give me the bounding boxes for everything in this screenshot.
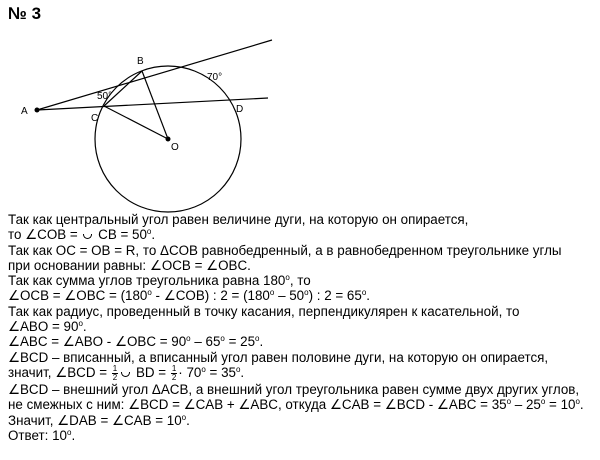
solution-text	[8, 212, 598, 443]
arc-symbol	[121, 372, 130, 377]
text-line-3: Так как OC = OB = R, то ΔCOB равнобедренный, а в равнобедренном треугольнике углы	[8, 242, 562, 258]
arc-bc-label: 50°	[97, 91, 113, 102]
arc-symbol	[83, 234, 92, 239]
label-a: A	[21, 106, 28, 117]
text-line-4: при основании равны: ∠OCB = ∠OBC.	[8, 257, 251, 273]
arc-bd-label: 70°	[207, 72, 223, 83]
text-line-10: ∠BCD – вписанный, а вписанный угол равен половине дуги, на которую он опирается,	[8, 349, 549, 365]
point-o	[166, 137, 171, 142]
text-line-12: ∠BCD – внешний угол ΔACB, а внешний угол треугольника равен сумме двух других углов,	[8, 381, 580, 397]
text-line-9: ∠ABC = ∠ABO - ∠OBC = $90^o - 65^o = 25^o$.	[8, 334, 264, 350]
point-a	[35, 108, 40, 113]
text-line-8: ∠ABO = $90^o$.	[8, 319, 87, 335]
fraction-half: $\frac{1}{2}$	[112, 363, 118, 382]
text-line-2: то ∠COB = CB = $50^o$.	[8, 227, 156, 243]
fraction-half: $\frac{1}{2}$	[171, 363, 177, 382]
text-line-11: значит, ∠BCD = $\frac{1}{2}$ BD = $\frac{1}{2}$ · $70^o = 35^o$.	[8, 363, 245, 382]
label-b: B	[137, 56, 144, 67]
geometry-figure	[0, 0, 600, 215]
label-d: D	[236, 104, 244, 115]
label-o: O	[171, 142, 179, 153]
text-line-13: не смежных с ним: ∠BCD = ∠CAB + ∠ABC, откуда ∠CAB = ∠BCD - ∠ABC = $35^o - 25^o = 10^o$.	[8, 397, 584, 413]
text-line-7: Так как радиус, проведенный в точку касания, перпендикулярен к касательной, то	[8, 303, 520, 319]
text-line-6: ∠OCB = ∠OBC = ($180^o$ - ∠COB) : $2 = (180^o - 50^o)$ : $2 = 65^o$.	[8, 288, 371, 304]
problem-number: № 3	[8, 4, 42, 23]
text-line-14: Значит, ∠DAB = ∠CAB = $10^o$.	[8, 412, 190, 428]
answer-line: Ответ: 10$^o$.	[8, 427, 76, 443]
label-c: C	[91, 113, 99, 124]
text-line-1: Так как центральный угол равен величине дуги, на которую он опирается,	[8, 212, 469, 227]
radius-ob	[142, 71, 168, 139]
radius-oc	[104, 106, 168, 139]
text-line-5: Так как сумма углов треугольника равна 180$^o$, то	[8, 273, 311, 289]
